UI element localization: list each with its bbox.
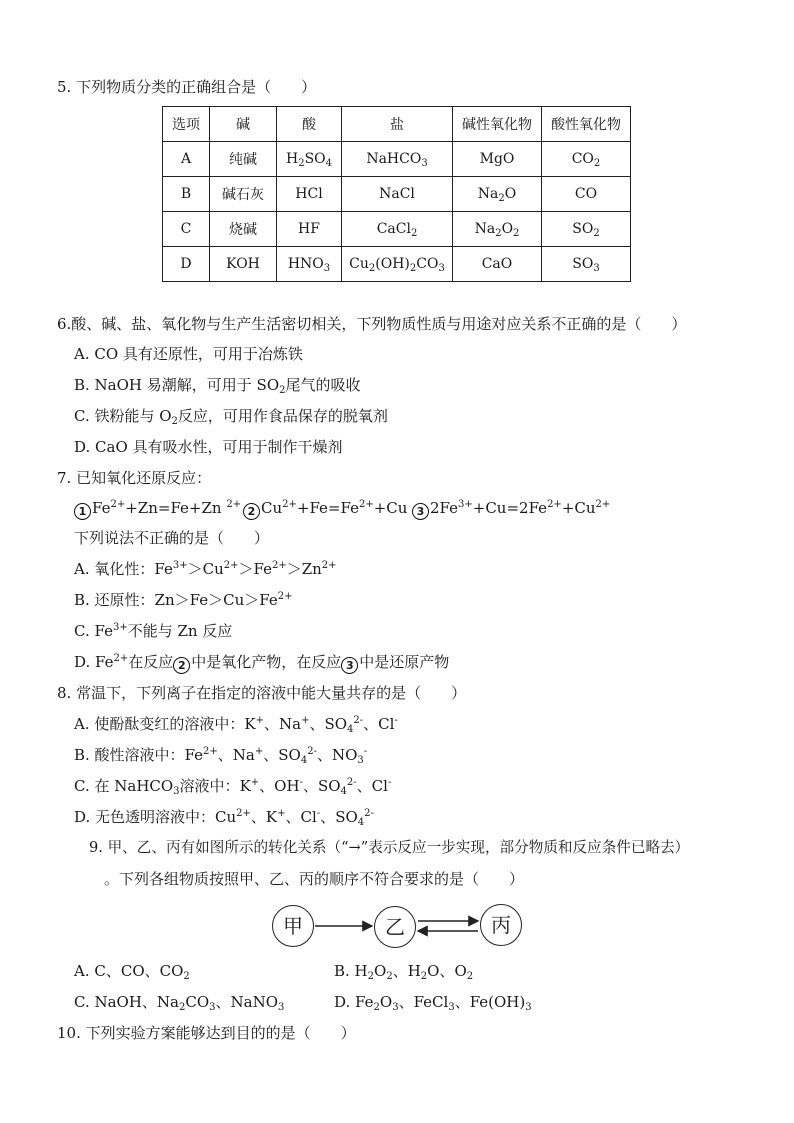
formula-sub: 2 xyxy=(498,193,505,204)
text-part: 反应，可用作食品保存的脱氧剂 xyxy=(177,407,388,425)
text-part: 溶液中： xyxy=(179,777,240,795)
formula-sub: 3 xyxy=(323,263,331,274)
q9-option-a: A. C、CO、$CO_2$ xyxy=(74,962,190,982)
table-row xyxy=(163,212,631,247)
q7-reaction-1: 1 $Fe^{2+}+Zn=Fe+Zn$ $^{2+}$ xyxy=(74,498,241,520)
cell-salt: NaCl xyxy=(342,177,453,212)
text-part: C. NaOH、Na xyxy=(74,993,179,1011)
circled-number-3: 3 xyxy=(412,503,429,520)
q9-conversion-diagram xyxy=(270,904,525,950)
q7-reaction-2: 2 $Cu^{2+}+Fe=Fe^{2+}+Cu$ xyxy=(243,498,407,520)
text-part: C. 铁粉能与 O xyxy=(74,407,172,425)
cell-basic-oxide: MgO xyxy=(453,142,542,177)
q5-stem: 5. 下列物质分类的正确组合是（ ） xyxy=(57,78,317,96)
formula-part: H xyxy=(285,151,299,167)
formula-sub: 2 xyxy=(410,228,418,239)
q6-stem: 6.酸、碱、盐、氧化物与生产生活密切相关，下列物质性质与用途对应关系不正确的是（ ） xyxy=(57,315,687,333)
header-basic-oxide: 碱性氧化物 xyxy=(453,107,542,142)
table-row xyxy=(163,142,631,177)
formula-sub: 2 xyxy=(495,228,502,239)
node-yi: 乙 xyxy=(374,906,416,948)
text-part: D. Fe xyxy=(334,993,374,1011)
q8-option-a: A. 使酚酞变红的溶液中：K+、Na+、$SO_4^{2-}$、Cl- xyxy=(74,715,398,735)
q7-option-d: D. $Fe^{2+}$在反应 2 中是氧化产物，在反应 3 中是还原产物 xyxy=(74,653,450,672)
cell-option: B xyxy=(163,177,210,212)
q5-classification-table xyxy=(162,106,631,282)
formula-part: O xyxy=(501,221,514,237)
cell-basic-oxide: CaO xyxy=(453,247,542,282)
text-part: 不能与 Zn 反应 xyxy=(127,622,233,640)
text-part: D. 无色透明溶液中： xyxy=(74,808,216,826)
formula-part: NaHCO xyxy=(366,151,422,167)
circled-number-1: 1 xyxy=(74,503,91,520)
cell-acid xyxy=(277,142,342,177)
cell-option: A xyxy=(163,142,210,177)
q6-option-d: D. CaO 具有吸水性，可用于制作干燥剂 xyxy=(74,438,343,456)
cell-option: C xyxy=(163,212,210,247)
formula-part: Cu xyxy=(349,256,369,272)
q7-stem: 7. 已知氧化还原反应： xyxy=(57,469,212,487)
formula-sub: 3 xyxy=(421,158,428,169)
formula-part: HNO xyxy=(287,256,324,272)
cell-base: KOH xyxy=(210,247,277,282)
header-option: 选项 xyxy=(163,107,210,142)
node-bing: 丙 xyxy=(480,904,522,946)
formula-sub: 2 xyxy=(279,385,286,396)
text-part: 中是氧化产物，在反应 xyxy=(191,653,342,671)
q9-option-c: C. NaOH、$Na_2CO_3$、NaNO$_3$ xyxy=(74,993,285,1013)
q8-option-c: C. 在 NaHCO$_3$溶液中：K+、OH-、$SO_4^{2-}$、Cl- xyxy=(74,777,392,797)
formula-part: CaCl xyxy=(376,221,411,237)
circled-number-3: 3 xyxy=(341,657,358,674)
header-salt: 盐 xyxy=(342,107,453,142)
text-part: A. 使酚酞变红的溶液中： xyxy=(74,715,245,733)
text-part: 中是还原产物 xyxy=(359,653,450,671)
formula-sub: 2 xyxy=(298,158,305,169)
formula-sub: 2 xyxy=(409,263,417,274)
cell-acid: HCl xyxy=(277,177,342,212)
formula-part: CO xyxy=(571,151,594,167)
text-part: A. 氧化性： xyxy=(74,560,155,578)
text-part: B. NaOH 易潮解，可用于 SO xyxy=(74,376,280,394)
cell-salt xyxy=(342,247,453,282)
text-part: 在反应 xyxy=(128,653,174,671)
formula-part: SO xyxy=(572,256,594,272)
cell-acidic-oxide: CO xyxy=(542,177,631,212)
q9-option-d: D. $Fe_2O_3$、FeCl$_3$、$Fe(OH)_3$ xyxy=(334,993,532,1013)
q7-option-a: A. 氧化性：$Fe^{3+}>Cu^{2+}>Fe^{2+}>Zn^{2+}$ xyxy=(74,560,337,578)
q7-reaction-3: 3 $2Fe^{3+}+Cu=2Fe^{2+}+Cu^{2+}$ xyxy=(412,498,610,520)
formula-sub: 3 xyxy=(438,263,445,274)
q7-option-c: C. $Fe^{3+}$不能与 Zn 反应 xyxy=(74,622,233,640)
circled-number-2: 2 xyxy=(243,503,260,520)
formula-part: Na xyxy=(477,186,499,202)
formula-part: Na xyxy=(474,221,496,237)
cell-base: 烧碱 xyxy=(210,212,277,247)
text-part: C. 在 NaHCO xyxy=(74,777,174,795)
q7-option-b: B. 还原性：$Zn>Fe>Cu>Fe^{2+}$ xyxy=(74,591,293,609)
q9-stem-line1: 9. 甲、乙、丙有如图所示的转化关系（“→”表示反应一步实现，部分物质和反应条件已略去） xyxy=(89,839,690,856)
text-part: 尾气的吸收 xyxy=(285,376,361,394)
text-part: B. H xyxy=(334,962,368,980)
table-row xyxy=(163,177,631,212)
text-part: B. 还原性：Zn＞Fe＞Cu＞Fe xyxy=(74,591,278,609)
cell-salt xyxy=(342,212,453,247)
header-acidic-oxide: 酸性氧化物 xyxy=(542,107,631,142)
table-header-row xyxy=(163,107,631,142)
formula-sub: 2 xyxy=(368,263,376,274)
q6-option-c xyxy=(74,406,388,426)
diagram-arrows xyxy=(270,904,525,950)
cell-base: 碱石灰 xyxy=(210,177,277,212)
cell-basic-oxide xyxy=(453,177,542,212)
cell-acidic-oxide xyxy=(542,142,631,177)
cell-base: 纯碱 xyxy=(210,142,277,177)
cell-acidic-oxide xyxy=(542,247,631,282)
node-jia: 甲 xyxy=(272,905,314,947)
formula-sub: 4 xyxy=(325,158,333,169)
q9-stem-line2: 。下列各组物质按照甲、乙、丙的顺序不符合要求的是（ ） xyxy=(104,870,525,888)
q8-option-b: B. 酸性溶液中：$Fe^{2+}$、Na+、$SO_4^{2-}$、$NO_3^-$ xyxy=(74,746,368,766)
formula-sub: 2 xyxy=(171,416,178,427)
q10-stem: 10. 下列实验方案能够达到目的的是（ ） xyxy=(57,1024,356,1042)
header-base: 碱 xyxy=(210,107,277,142)
q7-prompt: 下列说法不正确的是（ ） xyxy=(74,529,270,547)
q8-stem: 8. 常温下，下列离子在指定的溶液中能大量共存的是（ ） xyxy=(57,684,467,702)
formula-sub: 3 xyxy=(593,263,600,274)
q8-option-d: D. 无色透明溶液中：$Cu^{2+}$、K+、Cl-、$SO_4^{2-}$ xyxy=(74,808,374,828)
formula-part: SO xyxy=(572,221,594,237)
header-acid: 酸 xyxy=(277,107,342,142)
q6-option-a: A. CO 具有还原性，可用于冶炼铁 xyxy=(74,345,303,363)
cell-salt xyxy=(342,142,453,177)
formula-part: CO xyxy=(416,256,439,272)
text-part: B. 酸性溶液中： xyxy=(74,746,185,764)
cell-acid xyxy=(277,247,342,282)
table-row xyxy=(163,247,631,282)
circled-number-2: 2 xyxy=(173,657,190,674)
formula-sub: 2 xyxy=(593,158,601,169)
formula-part: (OH) xyxy=(375,256,410,272)
cell-option: D xyxy=(163,247,210,282)
formula-part: O xyxy=(504,186,517,202)
cell-acid: HF xyxy=(277,212,342,247)
cell-acidic-oxide xyxy=(542,212,631,247)
formula-sub: 2 xyxy=(593,228,600,239)
formula-sub: 2 xyxy=(513,228,520,239)
q6-option-b xyxy=(74,375,361,395)
formula-part: SO xyxy=(304,151,326,167)
q9-option-b: B. $H_2O_2$、$H_2O$、$O_2$ xyxy=(334,962,474,982)
cell-basic-oxide xyxy=(453,212,542,247)
text-part: A. C、CO、CO xyxy=(74,962,184,980)
